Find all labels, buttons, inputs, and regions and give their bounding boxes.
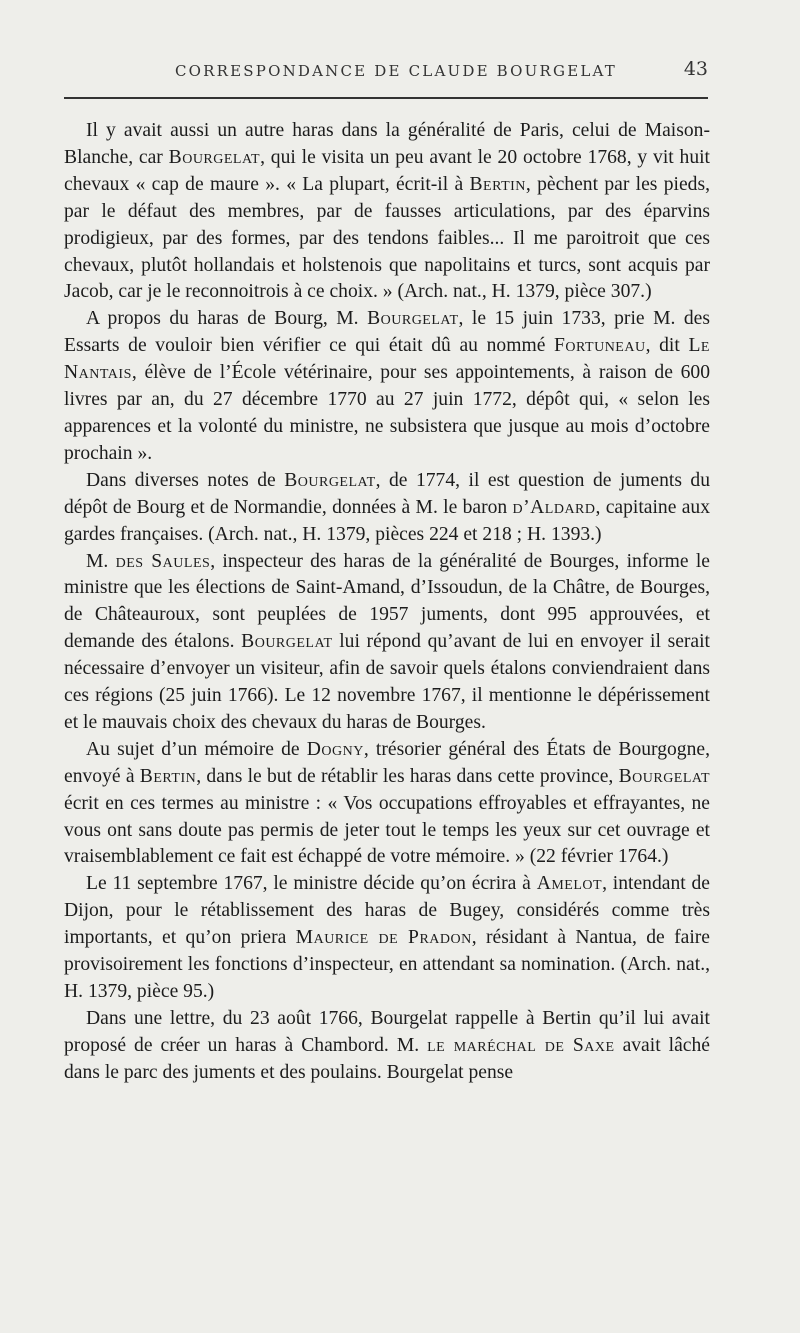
person-name: Fortuneau bbox=[554, 335, 646, 357]
running-title: CORRESPONDANCE DE CLAUDE BOURGELAT bbox=[175, 62, 617, 80]
text-span: , résidant à Nantua, de faire provisoirement les fonctions d’inspecteur, en attendant sa nomination. (Arch. nat., H. 1379, pièce 95.) bbox=[64, 927, 710, 1002]
text-span: , inspecteur des haras de la généralité de Bourges, informe le ministre que les élections de Saint-Amand, d’Issoudun, de la Châtre, de Bourges, de Châteauroux, sont peuplées de 1957 juments, dont 995 approuvées, et demande des étalons. bbox=[64, 550, 710, 653]
header-rule bbox=[64, 97, 708, 99]
person-name: Dogny bbox=[306, 738, 364, 760]
person-name: d’Aldard bbox=[512, 496, 596, 518]
person-name: Bourgelat bbox=[618, 765, 711, 787]
text-span: , de 1774, il est question de juments du dépôt de Bourg et de Normandie, données à M. le baron bbox=[64, 469, 710, 518]
paragraph-3 bbox=[64, 468, 710, 549]
person-name: Bourgelat bbox=[168, 146, 261, 168]
person-name: Bertin bbox=[469, 173, 526, 195]
text-span: avait lâché dans le parc des juments et des poulains. Bourgelat pense bbox=[64, 1034, 710, 1083]
person-name: Bertin bbox=[139, 765, 197, 787]
text-span: lui répond qu’avant de lui en envoyer il serait nécessaire d’envoyer un visiteur, afin de savoir quels étalons conviendraient dans ces régions (25 juin 1766). Le 12 novembre 1767, il mentionne le dépérissement et le mauvais choix des chevaux du haras de Bourges. bbox=[64, 631, 711, 733]
person-name: des Saules bbox=[115, 550, 211, 572]
person-name: Le Nantais bbox=[64, 335, 710, 384]
person-name: le maréchal de Saxe bbox=[427, 1034, 615, 1056]
text-span: écrit en ces termes au ministre : « Vos occupations effroyables et effrayantes, ne vous ont sans doute pas permis de jeter tout le temps les yeux sur cet ouvrage et vraisemblablement ce fait est échappé de votre mémoire. » (22 février 1764.) bbox=[64, 792, 710, 868]
text-span: Le 11 septembre 1767, le ministre décide qu’on écrira à bbox=[86, 873, 537, 895]
text-span: , élève de l’École vétérinaire, pour ses appointements, à raison de 600 livres par an, du 27 décembre 1770 au 27 juin 1772, dépôt qui, « selon les apparences et la volonté du ministre, ne subsistera que jusque au mois d’octobre prochain ». bbox=[64, 362, 710, 464]
text-span: Dans une lettre, du 23 août 1766, Bourgelat rappelle à Bertin qu’il lui avait proposé de créer un haras à Chambord. M. bbox=[64, 1007, 710, 1056]
person-name: Maurice de Pradon bbox=[295, 927, 472, 949]
text-span: , pèchent par les pieds, par le défaut des membres, par de fausses articulations, par des éparvins prodigieux, par des formes, par des tendons faibles... Il me paroitroit que ces chevaux, plutôt hollandais et holstenois que napolitains et turcs, sont acquis par Jacob, car je le reconnoitrois à ce choix. » (Arch. nat., H. 1379, pièce 307.) bbox=[64, 173, 710, 303]
paragraph-1 bbox=[64, 118, 710, 306]
person-name: Bourgelat bbox=[241, 631, 333, 653]
text-span: , capitaine aux gardes françaises. (Arch. nat., H. 1379, pièces 224 et 218 ; H. 1393.) bbox=[64, 496, 710, 545]
text-span: , qui le visita un peu avant le 20 octobre 1768, y vit huit chevaux « cap de maure ». « La plupart, écrit-il à bbox=[64, 146, 710, 195]
text-span: Au sujet d’un mémoire de bbox=[86, 738, 307, 760]
text-span: A propos du haras de Bourg, M. bbox=[86, 308, 368, 330]
text-span: Il y avait aussi un autre haras dans la généralité de Paris, celui de Maison-Blanche, car bbox=[64, 120, 710, 168]
person-name: Amelot bbox=[536, 873, 603, 895]
paragraph-6 bbox=[64, 871, 710, 1006]
text-span: , dit bbox=[645, 335, 689, 357]
text-span: , dans le but de rétablir les haras dans cette province, bbox=[196, 765, 619, 787]
text-span: , trésorier général des États de Bourgogne, envoyé à bbox=[64, 738, 711, 787]
text-span: , le 15 juin 1733, prie M. des Essarts de vouloir bien vérifier ce qui était dû au nommé bbox=[64, 308, 710, 357]
paragraph-5 bbox=[64, 737, 710, 872]
page-number: 43 bbox=[683, 58, 708, 80]
text-span: M. bbox=[86, 550, 116, 572]
body-text bbox=[64, 118, 710, 1087]
paragraph-7 bbox=[64, 1006, 710, 1087]
person-name: Bourgelat bbox=[367, 308, 459, 330]
paragraph-4 bbox=[64, 549, 710, 737]
text-span: , intendant de Dijon, pour le rétablissement des haras de Bugey, considérés comme très importants, et qu’on priera bbox=[64, 873, 710, 949]
page-header bbox=[0, 56, 800, 86]
paragraph-2 bbox=[64, 306, 710, 467]
person-name: Bourgelat bbox=[284, 469, 376, 491]
text-span: Dans diverses notes de bbox=[86, 469, 285, 491]
